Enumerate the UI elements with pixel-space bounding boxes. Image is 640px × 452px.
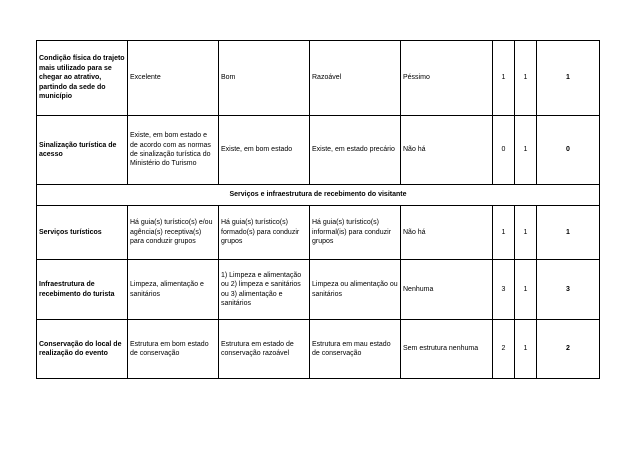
score-cell: 2 (493, 320, 515, 379)
section-header-row (37, 185, 600, 206)
option-cell: Péssimo (401, 41, 493, 116)
table-row (37, 320, 600, 379)
weight-cell: 1 (515, 320, 537, 379)
criterion-cell: Condição física do trajeto mais utilizado para se chegar ao atrativo, partindo da sede do município (37, 41, 128, 116)
criterion-cell: Serviços turísticos (37, 206, 128, 260)
option-cell: 1) Limpeza e alimentação ou 2) limpeza e sanitários ou 3) alimentação e sanitários (219, 260, 310, 320)
score-cell: 3 (493, 260, 515, 320)
score-cell: 1 (493, 41, 515, 116)
total-cell: 3 (537, 260, 600, 320)
option-cell: Existe, em bom estado (219, 116, 310, 185)
weight-cell: 1 (515, 41, 537, 116)
score-cell: 0 (493, 116, 515, 185)
option-cell: Não há (401, 206, 493, 260)
criterion-cell: Sinalização turística de acesso (37, 116, 128, 185)
option-cell: Há guia(s) turístico(s) formado(s) para conduzir grupos (219, 206, 310, 260)
evaluation-table (36, 40, 600, 379)
option-cell: Razoável (310, 41, 401, 116)
option-cell: Nenhuma (401, 260, 493, 320)
total-cell: 2 (537, 320, 600, 379)
option-cell: Há guia(s) turístico(s) e/ou agência(s) receptiva(s) para conduzir grupos (128, 206, 219, 260)
weight-cell: 1 (515, 260, 537, 320)
section-title: Serviços e infraestrutura de recebimento do visitante (37, 185, 600, 206)
option-cell: Há guia(s) turístico(s) informal(is) para conduzir grupos (310, 206, 401, 260)
option-cell: Existe, em estado precário (310, 116, 401, 185)
criterion-cell: Infraestrutura de recebimento do turista (37, 260, 128, 320)
criterion-cell: Conservação do local de realização do evento (37, 320, 128, 379)
option-cell: Excelente (128, 41, 219, 116)
table-row (37, 116, 600, 185)
option-cell: Estrutura em bom estado de conservação (128, 320, 219, 379)
total-cell: 1 (537, 206, 600, 260)
option-cell: Não há (401, 116, 493, 185)
total-cell: 1 (537, 41, 600, 116)
total-cell: 0 (537, 116, 600, 185)
weight-cell: 1 (515, 116, 537, 185)
option-cell: Limpeza, alimentação e sanitários (128, 260, 219, 320)
table-row (37, 206, 600, 260)
table-row (37, 260, 600, 320)
table-row (37, 41, 600, 116)
option-cell: Bom (219, 41, 310, 116)
option-cell: Limpeza ou alimentação ou sanitários (310, 260, 401, 320)
option-cell: Existe, em bom estado e de acordo com as normas de sinalização turística do Ministério do Turismo (128, 116, 219, 185)
option-cell: Estrutura em mau estado de conservação (310, 320, 401, 379)
option-cell: Estrutura em estado de conservação razoável (219, 320, 310, 379)
score-cell: 1 (493, 206, 515, 260)
option-cell: Sem estrutura nenhuma (401, 320, 493, 379)
weight-cell: 1 (515, 206, 537, 260)
